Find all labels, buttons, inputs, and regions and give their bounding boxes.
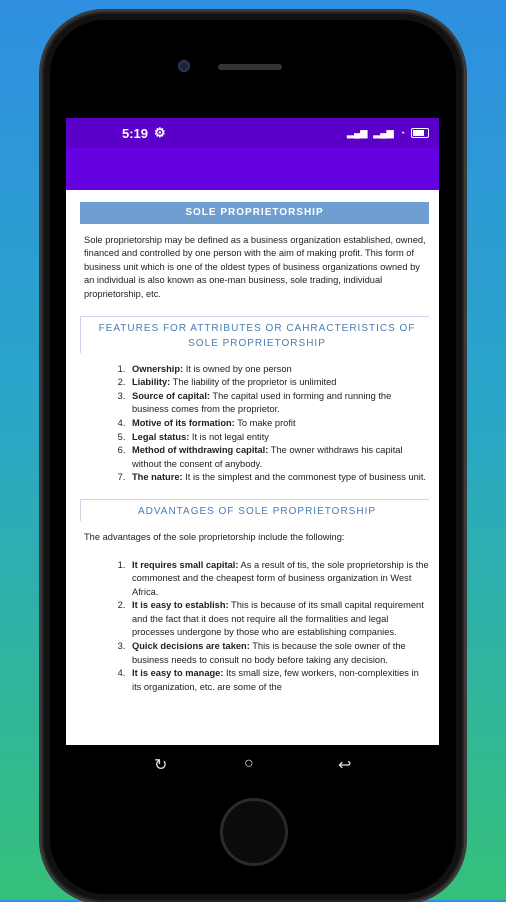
navigation-bar bbox=[66, 745, 439, 785]
advantage-item-text: Its small size, few workers, non-complexities in its organization, etc. are some of the bbox=[132, 668, 419, 692]
feature-item-text: The capital used in forming and running the business comes from the proprietor. bbox=[132, 390, 392, 415]
feature-item bbox=[128, 444, 429, 471]
battery-icon bbox=[411, 128, 429, 138]
signal-icon: ▂▄▆ bbox=[347, 127, 368, 138]
article-title: SOLE PROPRIETORSHIP bbox=[80, 202, 429, 224]
feature-item-label: Legal status: bbox=[132, 431, 190, 442]
advantage-item-text: This is because the sole owner of the business needs to consult no body before taking any decision. bbox=[132, 641, 406, 665]
advantage-item bbox=[128, 640, 429, 667]
advantage-item bbox=[128, 559, 429, 600]
advantage-item-label: It requires small capital: bbox=[132, 559, 239, 570]
feature-item bbox=[128, 431, 429, 445]
feature-item-text: The owner withdraws his capital without the consent of anybody. bbox=[132, 445, 403, 469]
home-icon[interactable]: ○ bbox=[244, 755, 254, 772]
phone-screen bbox=[66, 118, 439, 745]
feature-item bbox=[128, 471, 429, 485]
advantage-item-label: It is easy to manage: bbox=[132, 668, 224, 679]
article-content[interactable] bbox=[66, 190, 439, 694]
feature-item bbox=[128, 363, 429, 377]
feature-item-label: The nature: bbox=[132, 472, 183, 483]
feature-item-text: To make profit bbox=[234, 417, 296, 428]
settings-status-icon: ⚙ bbox=[154, 125, 166, 140]
advantage-item bbox=[128, 599, 429, 640]
advantages-heading: ADVANTAGES OF SOLE PROPRIETORSHIP bbox=[80, 499, 429, 521]
intro-paragraph: Sole proprietorship may be defined as a business organization established, owned, financed and controlled by one person with the aim of making profit. This form of business unit which is one of the oldest types of business organizations owned by an individual is also known as one-man business, sole trading, individual proprietorship, etc. bbox=[84, 234, 426, 299]
advantage-item-text: As a result of tis, the sole proprietorship is the commonest and the cheapest form of business organization in West Africa. bbox=[132, 559, 429, 597]
feature-item-text: It is not legal entity bbox=[189, 431, 269, 442]
physical-home-button[interactable] bbox=[220, 798, 288, 866]
signal-icon-2: ▂▄▆ bbox=[373, 127, 394, 138]
recent-apps-icon[interactable]: ↻ bbox=[154, 757, 168, 774]
earpiece-speaker bbox=[218, 64, 282, 70]
features-heading: FEATURES FOR ATTRIBUTES OR CAHRACTERISTICS OF SOLE PROPRIETORSHIP bbox=[80, 316, 429, 353]
feature-item-label: Liability: bbox=[132, 377, 171, 388]
feature-item-label: Ownership: bbox=[132, 363, 184, 374]
features-list bbox=[80, 363, 429, 485]
advantage-item bbox=[128, 667, 429, 694]
status-bar bbox=[66, 118, 439, 148]
feature-item-text: The liability of the proprietor is unlimited bbox=[170, 377, 337, 388]
advantage-item-label: Quick decisions are taken: bbox=[132, 641, 250, 652]
feature-item bbox=[128, 390, 429, 417]
advantages-list bbox=[80, 559, 429, 695]
front-camera bbox=[178, 60, 190, 72]
back-icon[interactable]: ↩ bbox=[338, 757, 352, 774]
feature-item-label: Method of withdrawing capital: bbox=[132, 445, 269, 456]
advantage-item-text: This is because of its small capital requirement and the fact that it does not require all the formalities and legal processes undergone by those who are establishing companies. bbox=[132, 600, 424, 638]
status-icons bbox=[347, 128, 429, 139]
advantage-item-label: It is easy to establish: bbox=[132, 600, 229, 611]
advantages-intro: The advantages of the sole proprietorship include the following: bbox=[84, 531, 345, 542]
feature-item-label: Source of capital: bbox=[132, 390, 211, 401]
feature-item-text: It is owned by one person bbox=[183, 363, 292, 374]
feature-item bbox=[128, 417, 429, 431]
feature-item-label: Motive of its formation: bbox=[132, 417, 235, 428]
wifi-icon: ◔ bbox=[399, 128, 405, 138]
feature-item bbox=[128, 376, 429, 390]
feature-item-text: It is the simplest and the commonest type of business unit. bbox=[182, 472, 427, 483]
app-bar bbox=[66, 148, 439, 190]
status-time: 5:19 bbox=[122, 125, 149, 141]
